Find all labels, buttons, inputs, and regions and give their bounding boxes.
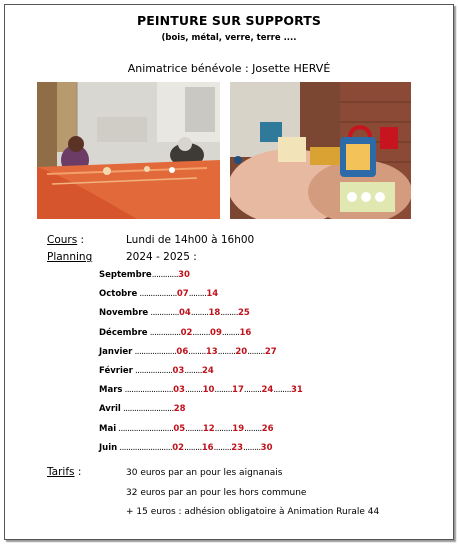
month-leader: ................. [132,366,173,376]
tarif-line: + 15 euros : adhésion obligatoire à Animation Rurale 44 [126,507,380,517]
date-separator: ........ [243,385,262,396]
flyer-title: PEINTURE SUR SUPPORTS [137,13,321,28]
month-leader: ............. [148,308,179,319]
month-name: Novembre [99,308,149,319]
session-date: 03 [172,366,185,376]
cours-label: Cours : [47,234,85,246]
month-name: Mai [99,423,117,434]
month-row [99,289,218,299]
session-date: 16 [201,442,214,453]
session-date: 30 [178,270,190,280]
date-separator: ........ [184,385,203,396]
tarif-line: 32 euros par an pour les hors commune [126,488,307,498]
date-separator: ........ [273,385,291,396]
session-date: 09 [210,327,222,338]
month-name: Décembre [99,327,148,338]
session-date: 02 [172,442,185,453]
month-row [99,366,214,376]
date-separator: ........ [217,346,236,357]
date-separator: ........ [188,289,207,300]
date-separator: ........ [244,423,262,434]
month-name: Octobre [99,289,138,300]
session-date: 02 [180,327,193,338]
planning-label: Planning [47,251,93,263]
session-date: 14 [206,289,219,300]
date-separator: ........ [221,327,240,338]
planning-value: 2024 - 2025 : [126,251,197,263]
month-row [99,424,274,434]
month-row [99,347,277,357]
session-date: 17 [232,385,244,396]
session-date: 16 [239,327,252,338]
month-name: Septembre [99,270,152,280]
date-separator: ........ [192,327,211,338]
session-date: 28 [173,404,186,415]
date-separator: ........ [214,423,233,434]
session-date: 20 [235,346,248,357]
date-separator: ........ [243,442,261,453]
month-leader: .............. [147,327,181,338]
month-name: Juin [99,442,118,453]
flyer-subtitle: (bois, métal, verre, terre .... [161,33,297,43]
month-name: Avril [99,404,121,415]
session-date: 31 [290,385,303,396]
session-date: 03 [173,385,185,396]
session-date: 19 [232,423,245,434]
session-date: 12 [202,423,215,434]
month-row [99,385,303,395]
month-leader: ................... [132,346,177,357]
cours-value: Lundi de 14h00 à 16h00 [126,234,255,246]
session-date: 23 [231,442,244,453]
session-date: 30 [260,442,273,453]
date-separator: ........ [188,346,206,357]
session-date: 25 [237,308,250,319]
session-date: 07 [176,289,189,300]
date-separator: ........ [184,442,202,453]
month-row [99,270,190,280]
session-date: 27 [264,346,277,357]
month-name: Mars [99,385,123,396]
session-date: 04 [179,308,191,319]
month-row [99,328,251,338]
month-leader: ....................... [120,404,174,415]
month-leader: ...................... [122,385,174,396]
month-leader: ......................... [116,423,174,434]
month-leader: ................. [137,289,177,300]
session-date: 06 [176,346,189,357]
month-leader: ............ [151,270,179,280]
date-separator: ........ [247,346,265,357]
date-separator: ........ [213,442,232,453]
session-date: 13 [205,346,218,357]
month-name: Janvier [99,346,133,357]
date-separator: ........ [220,308,238,319]
session-date: 10 [202,385,215,396]
painted-objects-photo [230,82,411,219]
session-date: 05 [173,423,186,434]
month-row [99,404,186,414]
session-date: 24 [201,366,214,376]
workshop-photo [37,82,220,219]
month-leader: ........................ [117,442,173,453]
session-date: 26 [261,423,274,434]
animatrice-line: Animatrice bénévole : Josette HERVÉ [127,62,331,75]
month-name: Février [99,366,133,376]
month-row [99,443,273,453]
tarifs-label: Tarifs : [47,466,82,478]
tarif-line: 30 euros par an pour les aignanais [126,468,283,478]
date-separator: ........ [184,366,202,376]
date-separator: ........ [190,308,209,319]
date-separator: ........ [185,423,203,434]
date-separator: ........ [214,385,233,396]
month-row [99,308,250,318]
session-date: 24 [261,385,274,396]
session-date: 18 [208,308,221,319]
